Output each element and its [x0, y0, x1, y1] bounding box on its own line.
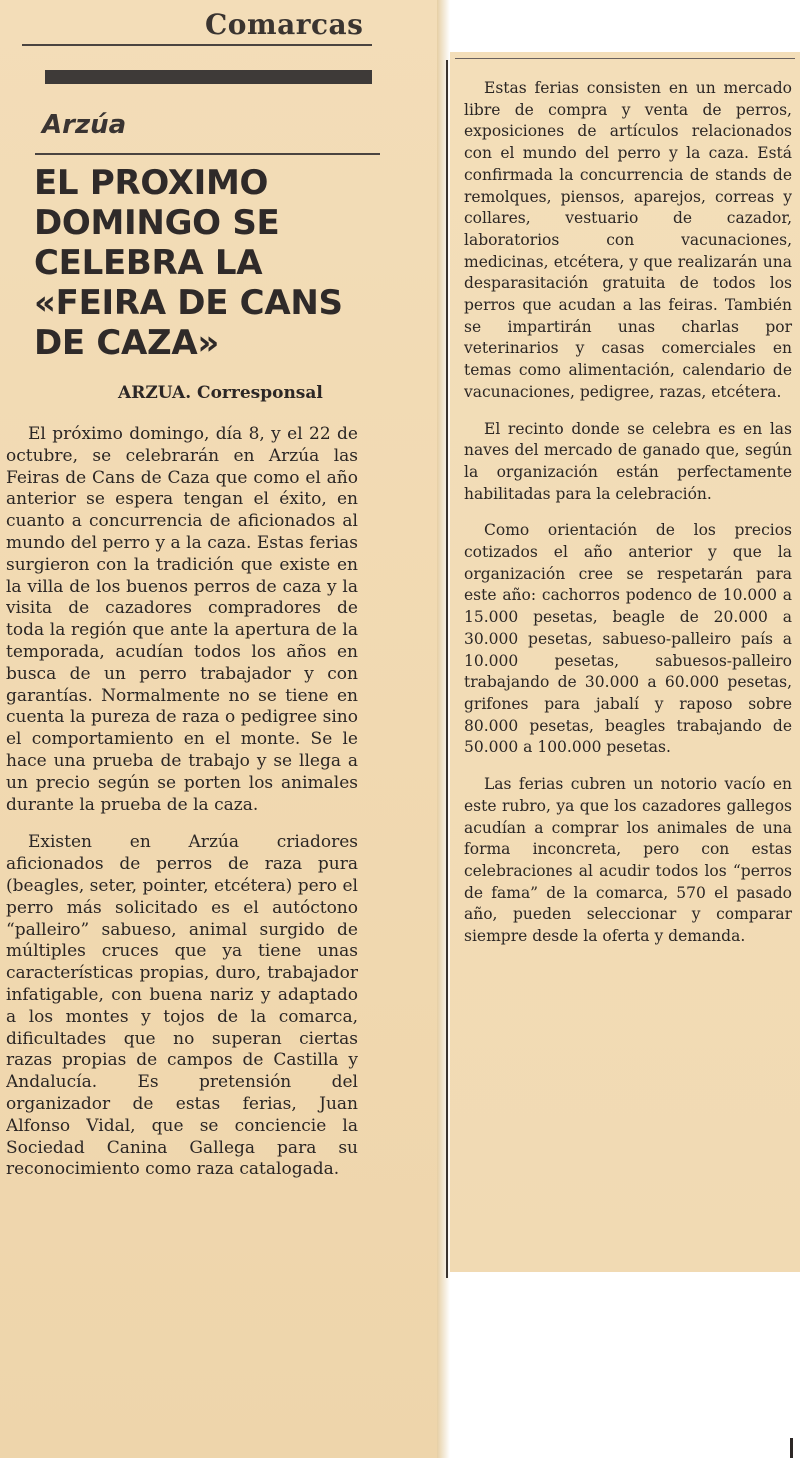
article-byline: ARZUA. Corresponsal	[118, 383, 323, 403]
page-edge-mark	[790, 1438, 793, 1458]
section-rule	[22, 44, 372, 46]
paragraph: Las ferias cubren un notorio vacío en este rubro, ya que los cazadores gallegos acudían a comprar los animales de una forma inconcreta, pero con estas celebraciones al acudir todos los “perros de fama” de la comarca, 570 el pasado año, pueden seleccionar y comparar siempre desde la oferta y demanda.	[464, 775, 792, 946]
article-headline: EL PROXIMO DOMINGO SE CELEBRA LA «FEIRA DE CANS DE CAZA»	[34, 163, 343, 363]
paragraph: Estas ferias consisten en un mercado libre de compra y venta de perros, exposiciones de artículos relacionados con el mundo del perro y la caza. Está confirmada la concurrencia de stands de remolques, piensos, aparejos, correas y collares, vestuario de cazador, laboratorios con vacunaciones, medicinas, etcétera, y que realizarán una desparasitación gratuita de todos los perros que acudan a las feiras. También se impartirán unas charlas por veterinarios y casas comerciales en temas como alimentación, calendario de vacunaciones, pedigree, razas, etcétera.	[464, 79, 792, 401]
article-right-column	[464, 78, 792, 963]
paragraph: Como orientación de los precios cotizados el año anterior y que la organización cree se respetarán para este año: cachorros podenco de 10.000 a 15.000 pesetas, beagle de 20.000 a 30.000 pesetas, sabueso-palleiro país a 10.000 pesetas, sabuesos-palleiro trabajando de 30.000 a 60.000 pesetas, grifones para jabalí y raposo sobre 80.000 pesetas, beagles trabajando de 50.000 a 100.000 pesetas.	[464, 521, 792, 757]
section-title: Comarcas	[205, 8, 364, 41]
right-column-top-rule	[455, 58, 795, 59]
page-fold	[437, 0, 450, 1458]
location-rule	[35, 153, 380, 155]
paragraph: El próximo domingo, día 8, y el 22 de octubre, se celebrarán en Arzúa las Feiras de Cans de Caza que como el año anterior se espera tengan el éxito, en cuanto a concurrencia de aficionados al mundo del perro y a la caza. Estas ferias surgieron con la tradición que existe en la villa de los buenos perros de caza y la visita de cazadores compradores de toda la región que ante la apertura de la temporada, acudían todos los años en busca de un perro trabajador y con garantías. Normalmente no se tiene en cuenta la pureza de raza o pedigree sino el comportamiento en el monte. Se le hace una prueba de trabajo y se llega a un precio según se porten los animales durante la prueba de la caza.	[6, 424, 358, 815]
paragraph: Existen en Arzúa criadores aficionados de perros de raza pura (beagles, seter, pointer, etcétera) pero el perro más solicitado es el autóctono “palleiro” sabueso, animal surgido de múltiples cruces que ya tiene unas características propias, duro, trabajador infatigable, con buena nariz y adaptado a los montes y tojos de la comarca, dificultades que no superan ciertas razas propias de campos de Castilla y Andalucía. Es pretensión del organizador de estas ferias, Juan Alfonso Vidal, que se conciencie la Sociedad Canina Gallega para su reconocimiento como raza catalogada.	[6, 832, 358, 1180]
column-divider	[446, 60, 448, 1278]
location-label: Arzúa	[42, 110, 127, 140]
article-left-column	[6, 424, 358, 1458]
paragraph: El recinto donde se celebra es en las naves del mercado de ganado que, según la organización están perfectamente habilitadas para la celebración.	[464, 419, 792, 503]
section-bar	[45, 70, 372, 84]
blank-area	[450, 1272, 800, 1458]
